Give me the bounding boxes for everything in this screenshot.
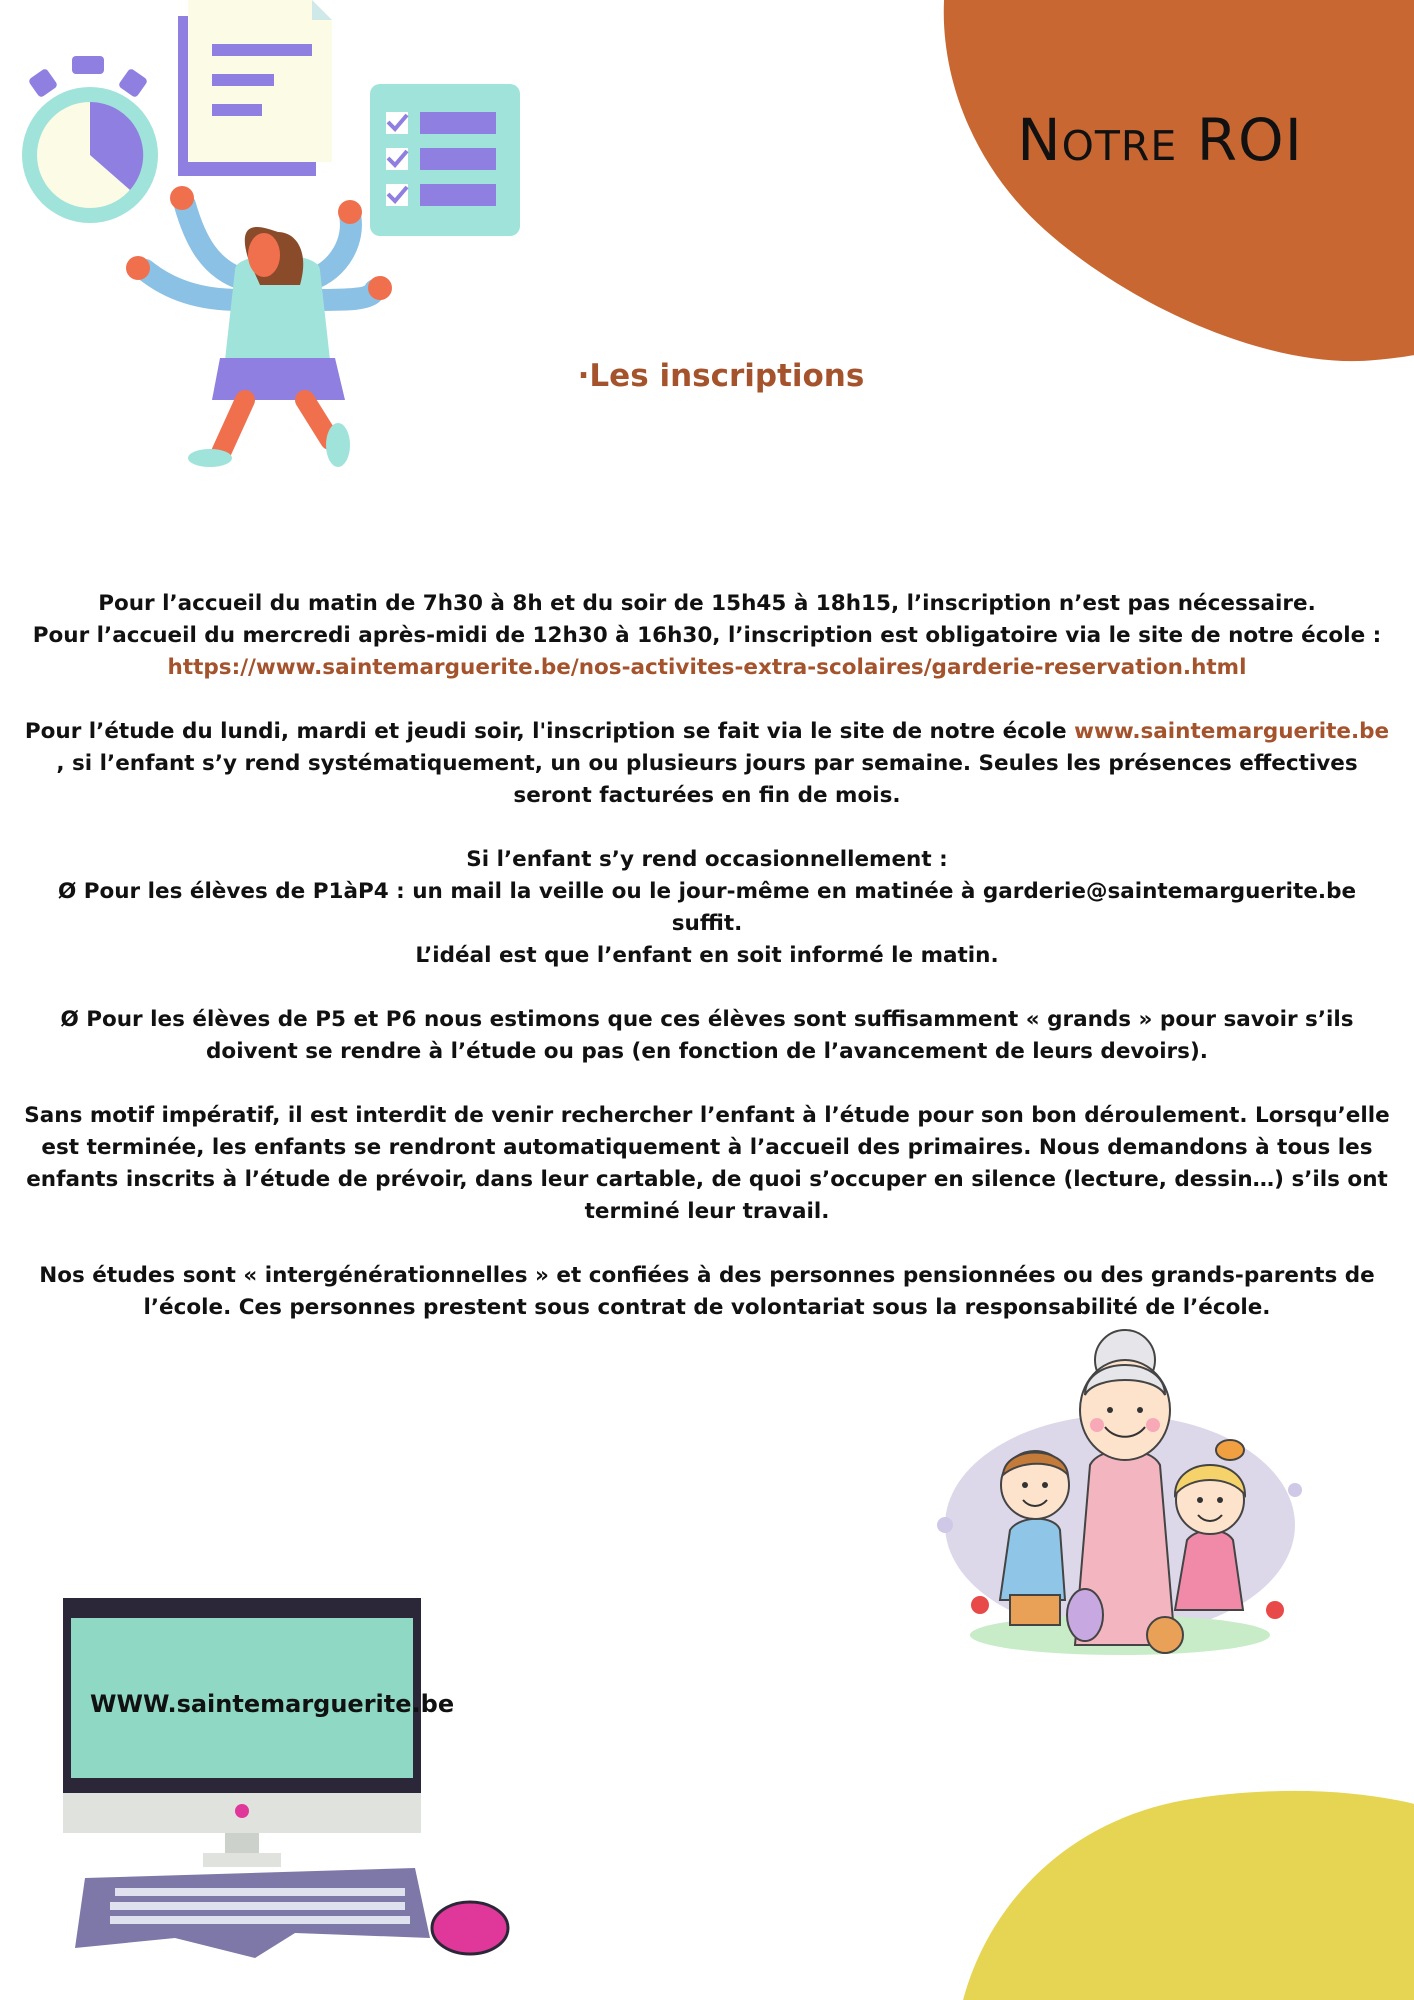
page-title: Notre ROI	[1017, 106, 1303, 174]
paragraph-occasionnel-line-1: Si l’enfant s’y rend occasionnellement :	[466, 847, 948, 872]
paragraph-sans-motif: Sans motif impératif, il est interdit de venir rechercher l’enfant à l’étude pour son bon déroulement. Lorsqu’elle est terminée, les enfants se rendront automatiquement à l’accueil des primaires. Nous demandons à tous les enfants inscrits à l’étude de prévoir, dans leur cartable, de quoi s’occuper en silence (lecture, dessin…) s’ils ont terminé leur travail.	[24, 1103, 1390, 1224]
computer-screen-text: WWW.saintemarguerite.be	[90, 1690, 455, 1718]
garderie-reservation-link[interactable]: https://www.saintemarguerite.be/nos-activites-extra-scolaires/garderie-reservation.html	[167, 655, 1247, 680]
orange-blob-decoration	[915, 0, 1414, 370]
body-text	[24, 588, 1390, 1356]
paragraph-occasionnel-line-3: L’idéal est que l’enfant en soit informé le matin.	[415, 943, 999, 968]
paragraph-occasionnel	[24, 844, 1390, 972]
grandmother-children-illustration	[925, 1315, 1315, 1670]
yellow-blob-decoration	[955, 1785, 1414, 2000]
paragraph-p5-p6: Ø Pour les élèves de P5 et P6 nous estimons que ces élèves sont suffisamment « grands » pour savoir s’ils doivent se rendre à l’étude ou pas (en fonction de l’avancement de leurs devoirs).	[60, 1007, 1354, 1064]
paragraph-accueil-line-1: Pour l’accueil du matin de 7h30 à 8h et du soir de 15h45 à 18h15, l’inscription n’est pas nécessaire.	[98, 591, 1316, 616]
section-title-text: ·Les inscriptions	[577, 358, 865, 394]
woman-figure	[126, 186, 392, 467]
paragraph-accueil-line-2: Pour l’accueil du mercredi après-midi de 12h30 à 16h30, l’inscription est obligatoire via le site de notre école :	[32, 623, 1382, 648]
computer-illustration	[55, 1598, 525, 1973]
document-icon	[178, 0, 332, 176]
paragraph-etude-text-2: , si l’enfant s’y rend systématiquement, un ou plusieurs jours par semaine. Seules les présences effectives seront facturées en fin de mois.	[56, 751, 1358, 808]
section-title	[0, 358, 1414, 394]
paragraph-accueil	[24, 588, 1390, 684]
website-link[interactable]: www.saintemarguerite.be	[1074, 719, 1390, 744]
woman-multitasking-illustration	[20, 0, 530, 480]
paragraph-etude	[24, 716, 1390, 812]
stopwatch-icon	[22, 56, 158, 223]
paragraph-occasionnel-line-2: Ø Pour les élèves de P1àP4 : un mail la veille ou le jour-même en matinée à garderie@saintemarguerite.be suffit.	[57, 879, 1357, 936]
paragraph-etude-text-1: Pour l’étude du lundi, mardi et jeudi soir, l'inscription se fait via le site de notre école	[24, 719, 1075, 744]
paragraph-intergenerationnelles: Nos études sont « intergénérationnelles » et confiées à des personnes pensionnées ou des grands-parents de l’école. Ces personnes prestent sous contrat de volontariat sous la responsabilité de l’école.	[39, 1263, 1375, 1320]
checklist-icon	[370, 84, 520, 236]
